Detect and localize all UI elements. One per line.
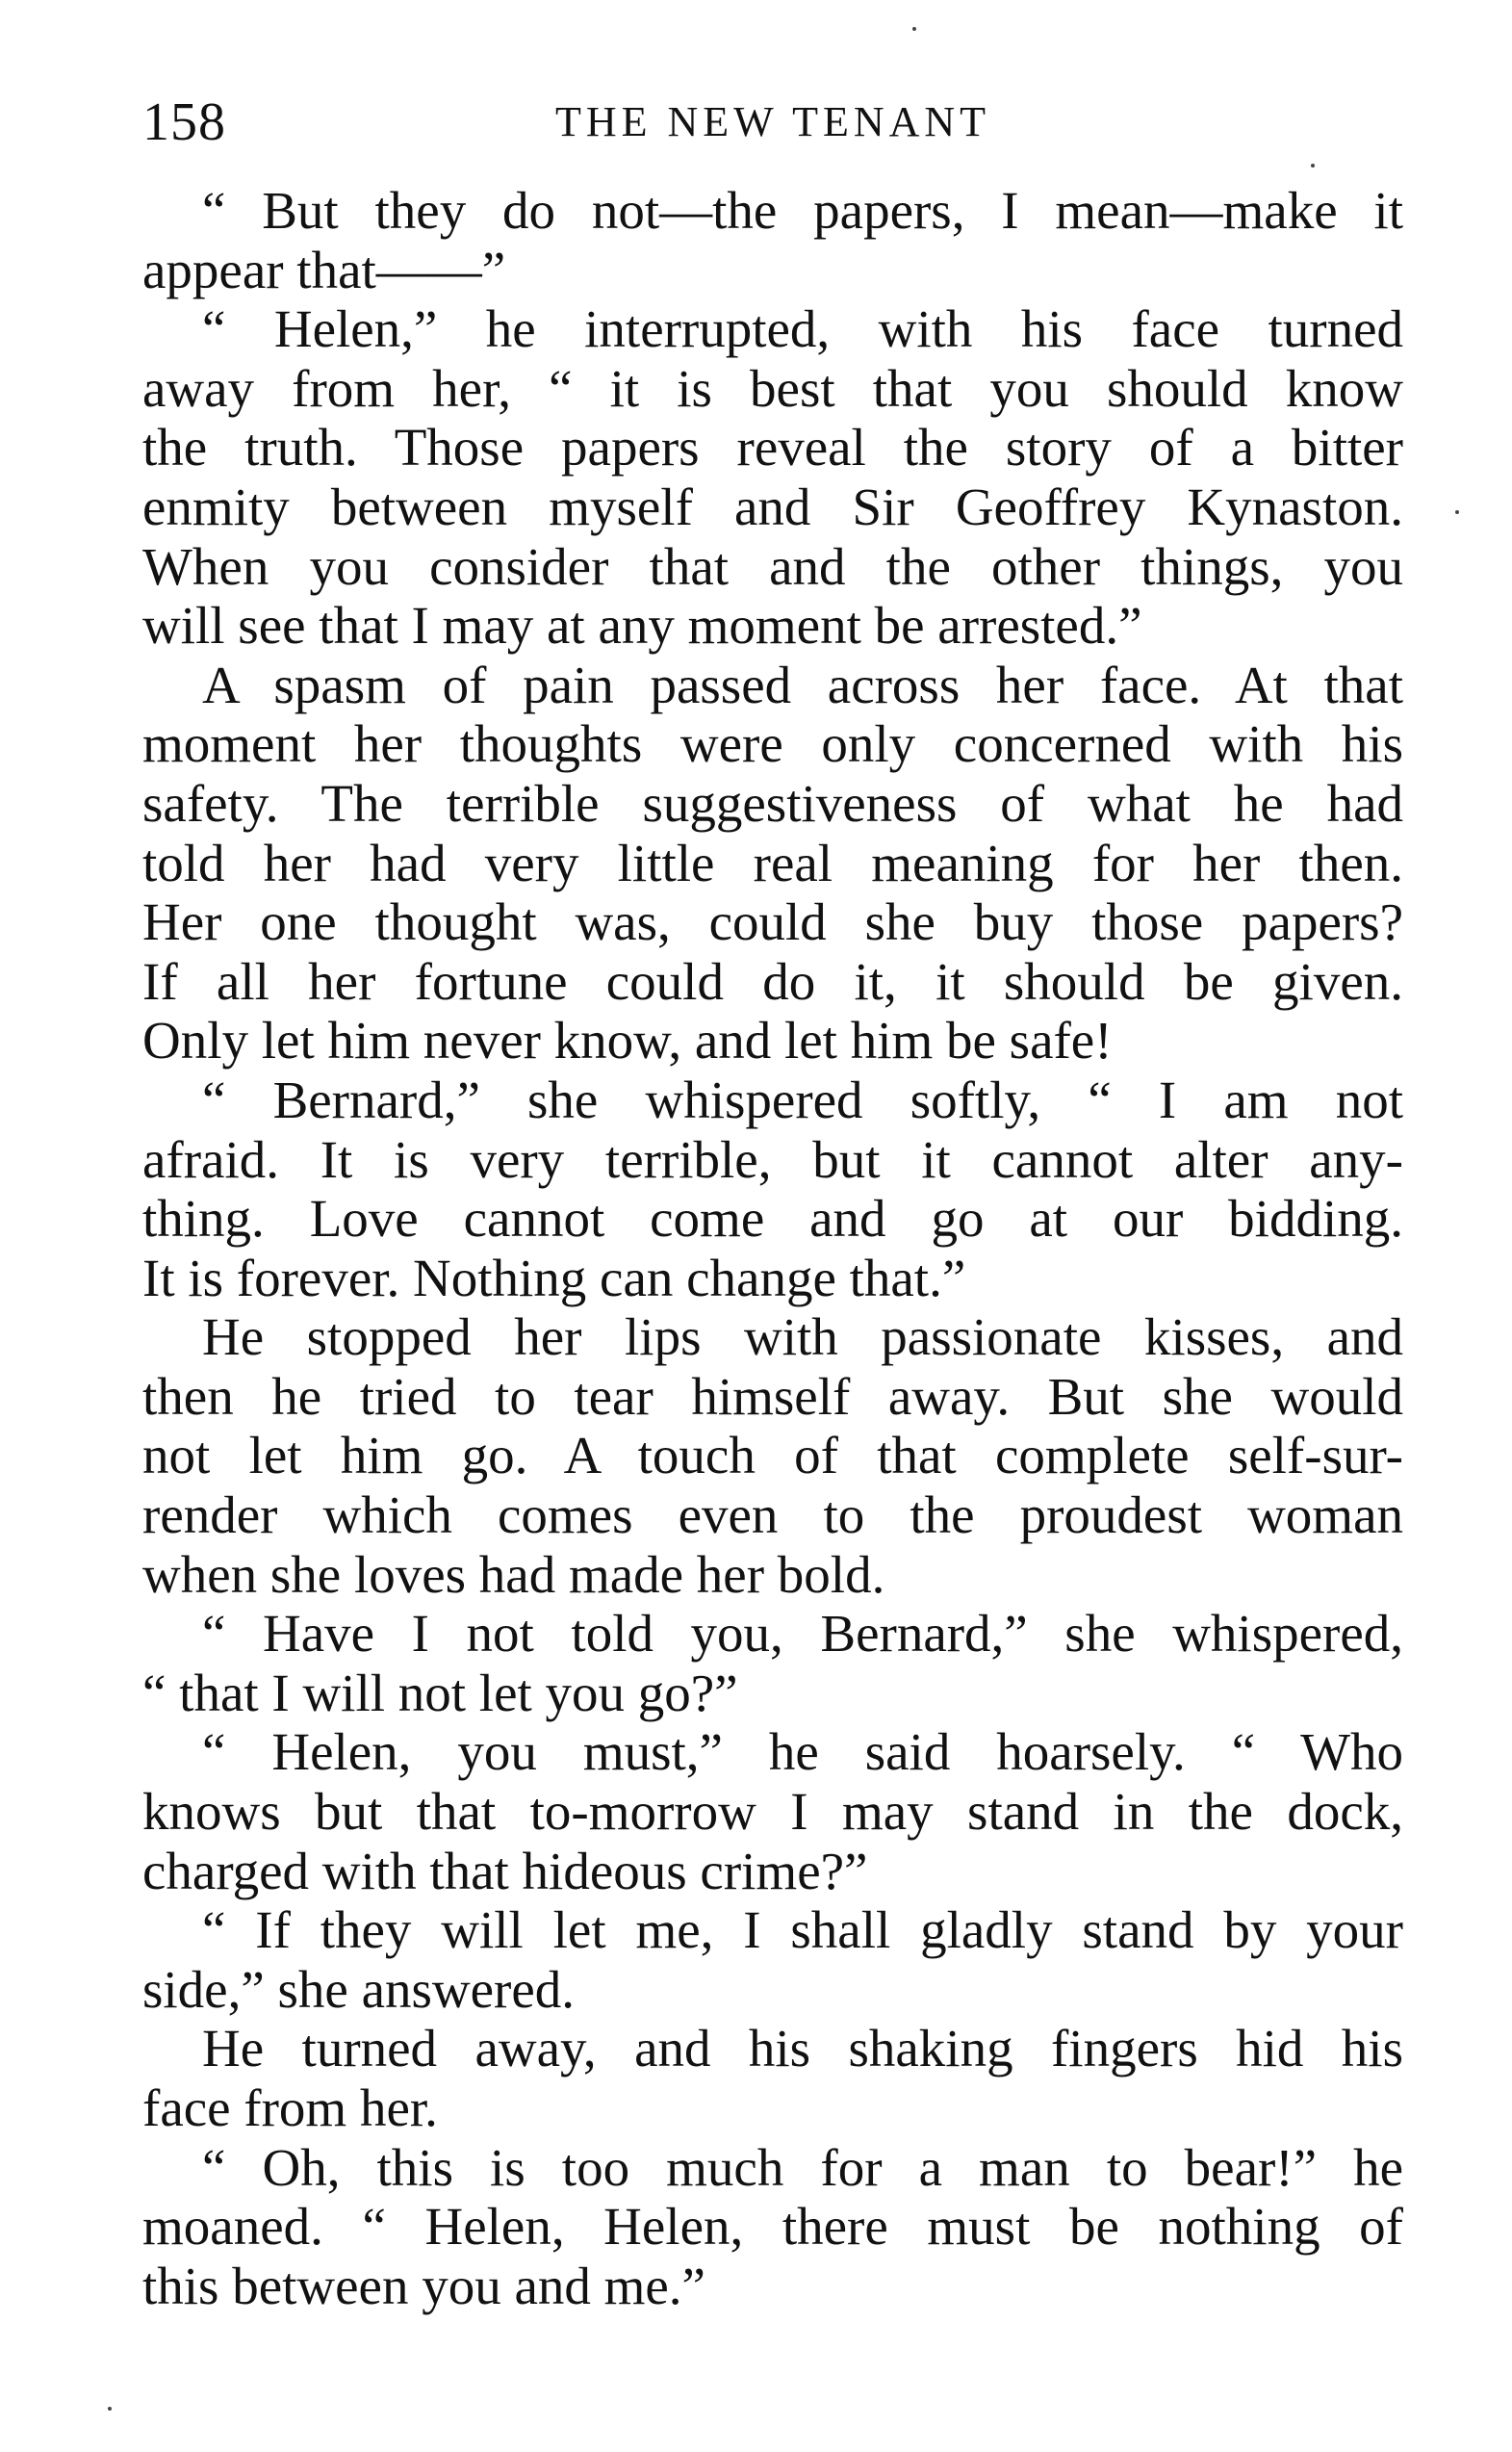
text-line: “ Have I not told you, Bernard,” she whispered,	[202, 1604, 1403, 1664]
text-line: When you consider that and the other things, you	[142, 536, 1403, 596]
text-line: Only let him never know, and let him be safe!	[142, 1011, 1113, 1071]
text-line: “ that I will not let you go?”	[142, 1663, 738, 1722]
text-line: moaned. “ Helen, Helen, there must be nothing of	[142, 2197, 1403, 2257]
text-line: “ Helen,” he interrupted, with his face turned	[202, 299, 1403, 359]
text-line: not let him go. A touch of that complete self-sur-	[142, 1426, 1403, 1485]
text-line: told her had very little real meaning for her then.	[142, 833, 1403, 892]
text-line: It is forever. Nothing can change that.”	[142, 1248, 966, 1307]
text-line: He stopped her lips with passionate kisses, and	[202, 1307, 1403, 1367]
text-line: “ Helen, you must,” he said hoarsely. “ Who	[202, 1722, 1403, 1782]
paper-speck	[108, 2407, 112, 2411]
text-line: He turned away, and his shaking fingers hid his	[202, 2019, 1403, 2078]
text-line: then he tried to tear himself away. But she would	[142, 1366, 1403, 1426]
paper-speck	[1455, 510, 1459, 514]
text-line: “ Oh, this is too much for a man to bear!” he	[202, 2137, 1403, 2197]
running-title: THE NEW TENANT	[554, 98, 991, 145]
text-line: the truth. Those papers reveal the story of a bitter	[142, 418, 1403, 477]
text-line: “ If they will let me, I shall gladly stand by your	[202, 1900, 1403, 1960]
text-line: Her one thought was, could she buy those papers?	[142, 892, 1403, 952]
text-line: afraid. It is very terrible, but it cannot alter any-	[142, 1129, 1403, 1189]
text-line: safety. The terrible suggestiveness of what he had	[142, 773, 1403, 833]
text-line: side,” she answered.	[142, 1959, 575, 2019]
text-line: “ But they do not—the papers, I mean—make it	[202, 181, 1403, 240]
text-line: this between you and me.”	[142, 2256, 705, 2315]
body-text	[142, 181, 1403, 2315]
text-line: If all her fortune could do it, it should be given.	[142, 951, 1403, 1011]
text-line: when she loves had made her bold.	[142, 1544, 885, 1604]
text-line: appear that——”	[142, 240, 506, 299]
text-line: will see that I may at any moment be arrested.”	[142, 596, 1142, 656]
text-line: A spasm of pain passed across her face. At that	[202, 655, 1403, 714]
text-line: enmity between myself and Sir Geoffrey Kynaston.	[142, 477, 1403, 536]
paper-speck	[1311, 164, 1315, 168]
text-line: thing. Love cannot come and go at our bidding.	[142, 1189, 1403, 1249]
text-line: charged with that hideous crime?”	[142, 1841, 868, 1900]
page-header	[142, 89, 1403, 156]
text-line: face from her.	[142, 2078, 438, 2137]
page-number: 158	[142, 92, 226, 152]
text-line: knows but that to-morrow I may stand in the dock,	[142, 1782, 1403, 1842]
text-line: render which comes even to the proudest woman	[142, 1485, 1403, 1545]
paper-speck	[912, 27, 916, 31]
text-line: “ Bernard,” she whispered softly, “ I am not	[202, 1070, 1403, 1129]
text-line: away from her, “ it is best that you should know	[142, 358, 1403, 418]
text-line: moment her thoughts were only concerned with his	[142, 714, 1403, 774]
